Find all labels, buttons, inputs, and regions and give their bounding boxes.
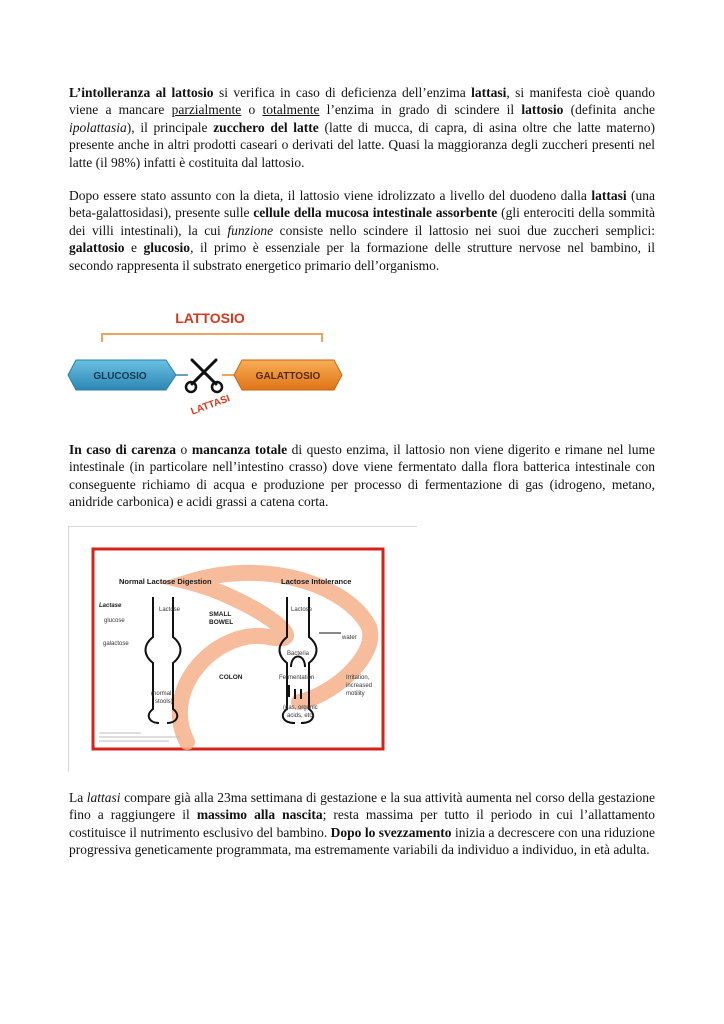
term-deficiency: In caso di carenza [69, 442, 177, 457]
term-galactose: galattosio [69, 240, 125, 256]
normal-stools-text-2: stools) [155, 699, 173, 705]
paragraph-lactase-timeline: La lattasi compare già alla 23ma settimana di gestazione e la sua attività aumenta nel corso della gestazione fino a raggiungere il massimo alla nascita; resta massima per tutto il periodo in cui l’allattamento costituisce il nutrimento esclusivo del bambino. Dopo lo svezzamento inizia a decrescere con una riduzione progressiva geneticamente programmata, ma estremamente variabili da individuo a individuo, in età adulta. [69, 790, 655, 858]
lactase-label: LATTASI [189, 393, 232, 418]
lactose-split-diagram [62, 300, 362, 420]
small-bowel-text-1: SMALL [209, 611, 232, 618]
water-text: water [342, 635, 357, 641]
term-totally: totalmente [262, 102, 320, 118]
glucose-label: GLUCOSIO [93, 371, 147, 382]
paragraph-deficiency: In caso di carenza o mancanza totale di questo enzima, il lattosio non viene digerito e rimane nel lume intestinale (in particolare nell’intestino crasso) dove viene fermentato dalla flora batterica intestinale con conseguente richiamo di acqua e produzione per processo di fermentazione di gas (idrogeno, metano, anidride carbonica) e acidi grassi a catena corta. [69, 442, 656, 510]
lactose-bracket [102, 334, 322, 342]
term-glucose: glucosio [143, 240, 191, 256]
galactose-text: galactose [103, 641, 129, 647]
bacteria-text: Bacteria [287, 651, 310, 657]
term-function: funzione [227, 222, 274, 238]
term-lactase: lattasi [86, 790, 121, 805]
colon-text: COLON [219, 674, 243, 681]
gas-text-2: acids, etc) [287, 713, 315, 719]
term-total-absence: mancanza totale [191, 442, 288, 457]
normal-stools-text-1: (normal [151, 691, 172, 697]
glucose-text: glucose [104, 618, 125, 624]
term-mucosa-cells: cellule della mucosa intestinale assorbente [253, 205, 498, 221]
term-lactose: lattosio [521, 102, 564, 118]
term-partially: parzialmente [171, 102, 242, 118]
irritation-text-1: Irritation, [346, 675, 370, 681]
galactose-label: GALATTOSIO [255, 371, 321, 382]
lactose-right-text: Lactose [291, 607, 313, 613]
intolerance-title: Lactose Intolerance [281, 577, 352, 586]
lactose-title: LATTOSIO [175, 310, 245, 326]
digestion-figure-svg [69, 527, 417, 772]
lactase-text: Lactase [99, 603, 122, 609]
term-milk-sugar: zucchero del latte [213, 119, 319, 135]
normal-digestion-title: Normal Lactose Digestion [119, 577, 212, 586]
term-hypolactasia: ipolattasia [69, 119, 127, 135]
term-lactase: lattasi [591, 188, 627, 203]
fermentation-text: Fermentation [279, 675, 315, 681]
gas-text-1: (gas, organic [283, 705, 318, 711]
term-lactase: lattasi [471, 85, 507, 100]
irritation-text-2: increased [346, 683, 373, 689]
term-lactose-intolerance: L’intolleranza al lattosio [69, 85, 214, 100]
small-bowel-text-2: BOWEL [209, 619, 234, 626]
paragraph-intolerance-definition: L’intolleranza al lattosio si verifica in caso di deficienza dell’enzima lattasi, si manifesta cioè quando viene a mancare parzialmente o totalmente l’enzima in grado di scindere il lattosio (definita anche ipolattasia), il principale zucchero del latte (latte di mucca, di capra, di asina oltre che latte materno) presente anche in altri prodotti caseari o derivati del latte. Quasi la maggioranza degli zuccheri presenti nel latte (il 98%) infatti è costituita dal lattosio. [69, 85, 656, 170]
lactose-left-text: Lactose [159, 607, 181, 613]
term-max-at-birth: massimo alla nascita [196, 807, 323, 823]
lactose-split-svg [62, 300, 362, 420]
irritation-text-3: motility [346, 691, 365, 697]
term-after-weaning: Dopo lo svezzamento [330, 824, 452, 840]
lactose-digestion-figure [68, 526, 417, 772]
scissors-icon [186, 360, 222, 392]
paragraph-digestion: Dopo essere stato assunto con la dieta, il lattosio viene idrolizzato a livello del duodeno dalla lattasi (una beta-galattosidasi), presente sulle cellule della mucosa intestinale assorbente (gli enterociti della sommità dei villi intestinali), la cui funzione consiste nello scindere il lattosio nei suoi due zuccheri semplici: galattosio e glucosio, il primo è essenziale per la formazione delle strutture nervose nel bambino, il secondo rappresenta il substrato energetico primario dell’organismo. [69, 188, 656, 273]
